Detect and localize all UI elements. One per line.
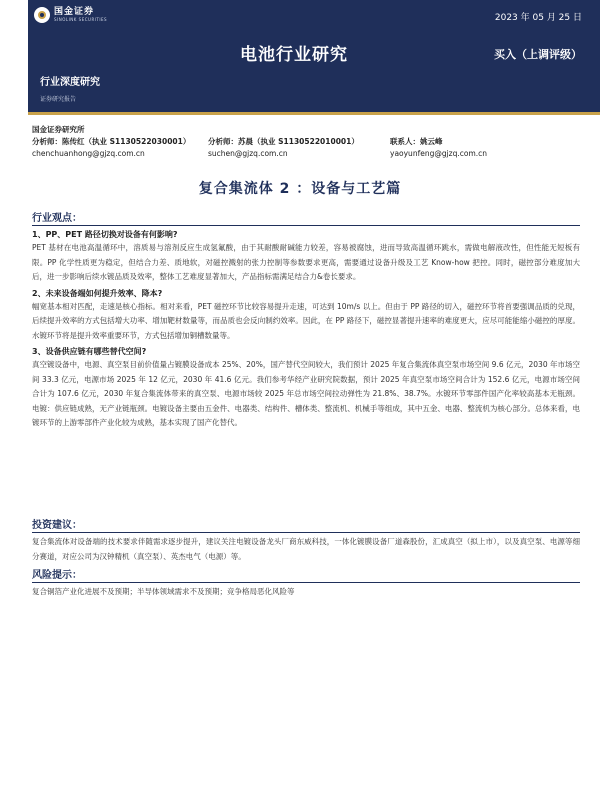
paragraph-2: 幅宽基本相对匹配，走速是核心指标。相对来看，PET 磁控环节比较容易提升走速，可达到 10m/s 以上。但由于 PP 路径的切入，磁控环节将首要强调品质的兑现，后续提升效率的方式包括增大功率、增加靶材数量等，而品质也会反向制约效率。因此，在 PP 路径下，磁控显著提升速率的难度更大，应尽可能能缩小磁控的厚度。水镀环节将是提升效率重要环节，方式包括增加铜槽数量等。 (32, 301, 580, 340)
analyst-2-email[interactable]: suchen@gjzq.com.cn (208, 149, 288, 158)
report-type: 行业深度研究 (40, 77, 100, 88)
logo-name: 国金证券 (54, 7, 95, 17)
analyst-block (32, 124, 592, 160)
risk-paragraph: 复合铜箔产业化进展不及预期；半导体领域需求不及预期；竞争格局恶化风险等 (32, 587, 295, 596)
investment-paragraph: 复合集流体对设备端的技术要求伴随需求逐步提升，建议关注电镀设备龙头厂商东威科技，一体化镀膜设备厂道森股份，汇成真空（拟上市），以及真空泵、电源等细分赛道，对应公司为汉钟精机（真空泵）、英杰电气（电源）等。 (32, 537, 580, 561)
analyst-1-email[interactable]: chenchuanhong@gjzq.com.cn (32, 149, 145, 158)
report-header (0, 0, 600, 120)
company-logo (34, 4, 134, 26)
header-stripe (28, 112, 600, 115)
analyst-1: 分析师：陈传红（执业 S1130522030001） (32, 137, 191, 146)
risk-section (32, 566, 580, 600)
question-2: 2、未来设备端如何提升效率、降本? (32, 288, 163, 298)
viewpoint-heading: 行业观点： (32, 209, 580, 226)
paragraph-3: 真空镀设备中，电源、真空泵目前价值量占镀膜设备成本 25%、20%，国产替代空间较大，我们预计 2025 年复合集流体真空泵市场空间 9.6 亿元，2030 年市场空间 33.3 亿元，电源市场 2025 年 12 亿元，2030 年 41.6 亿元。我们参考华经产业研究院数据，预计 2025 年真空泵市场空间合计为 152.6 亿元，电源市场空间合计为 107.6 亿元，2030 年复合集流体带来的真空泵、电源市场较 2025 年总市场空间拉动弹性为 21.8%、38.7%。水镀环节零部件国产化率较高基本无瓶颈。电镀：供应链成熟，无产业链瓶颈。电镀设备主要由五金件、电器类、结构件、槽体类、整流机、机械手等组成，其中五金、电器、整流机为核心部分。总体来看，电镀环节的上游零部件产业化较为成熟，基本实现了国产化替代。 (32, 360, 580, 427)
document-title: 复合集流体 2 ：设备与工艺篇 (198, 181, 402, 197)
contact-email[interactable]: yaoyunfeng@gjzq.com.cn (390, 149, 488, 158)
rating-badge: 买入（上调评级） (494, 48, 582, 61)
report-title: 电池行业研究 (240, 45, 348, 65)
risk-heading: 风险提示： (32, 566, 580, 583)
report-subtype: 证券研究报告 (40, 96, 77, 103)
logo-icon (34, 7, 50, 23)
paragraph-1: PET 基材在电池高温循环中，溶质易与溶剂反应生成氢氟酸，由于其耐酸耐碱能力较差，容易被腐蚀，进而导致高温循环跳水，需做电解液改性，但性能无短板有限。PP 化学性质更为稳定，但结合力差、质地软，对磁控溅射的张力控制等参数要求更高，需要通过设备升级及工艺 Know-how 把控。同时，磁控部分难度加大后，进一步影响后续水镀品质及效率，整体工艺难度显著加大，产品指标需满足结合力&卷长要求。 (32, 243, 580, 281)
question-1: 1、PP、PET 路径切换对设备有何影响? (32, 230, 178, 239)
report-date: 2023 年 05 月 25 日 (494, 13, 582, 23)
logo-english-name: SINOLINK SECURITIES (54, 17, 108, 22)
investment-section (32, 516, 580, 564)
analyst-2: 分析师：苏晨（执业 S1130522010001） (208, 137, 359, 146)
viewpoint-section (32, 209, 580, 431)
investment-heading: 投资建议： (32, 516, 580, 533)
contact-person: 联系人：姚云峰 (390, 137, 443, 146)
question-3: 3、设备供应链有哪些替代空间? (32, 347, 147, 356)
institute-name: 国金证券研究所 (32, 125, 85, 134)
